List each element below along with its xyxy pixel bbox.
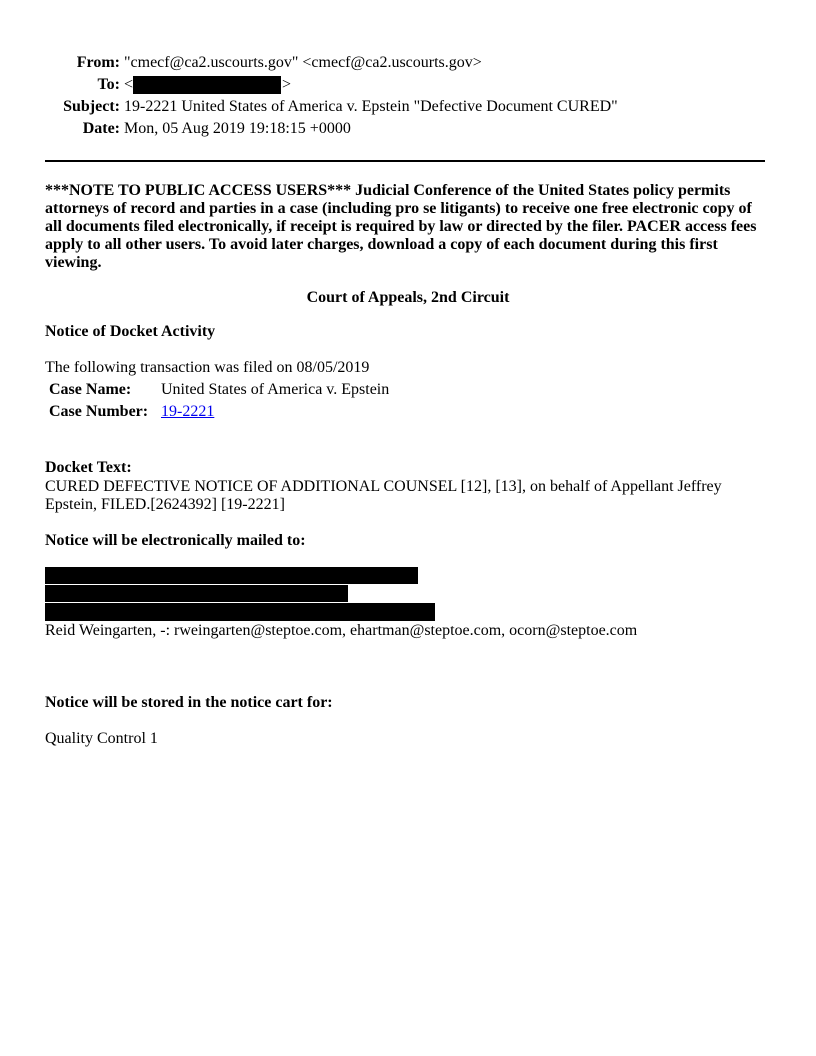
from-value: "cmecf@ca2.uscourts.gov" <cmecf@ca2.uscourts.gov>: [124, 54, 482, 71]
redacted-recipient-3: [45, 603, 435, 621]
docket-text-label: Docket Text:: [45, 459, 132, 476]
redacted-recipient-1: [45, 567, 418, 584]
from-label: From:: [76, 54, 120, 71]
mailed-recipient: Reid Weingarten, -: rweingarten@steptoe.com, ehartman@steptoe.com, ocorn@steptoe.com: [45, 622, 638, 639]
docket-text: CURED DEFECTIVE NOTICE OF ADDITIONAL COUNSEL [12], [13], on behalf of Appellant Jeffrey Epstein, FILED.[2624392] [19-2221]: [45, 478, 722, 513]
public-access-notice: ***NOTE TO PUBLIC ACCESS USERS*** Judicial Conference of the United States policy permits attorneys of record and parties in a case (including pro se litigants) to receive one free electronic copy of all documents filed electronically, if receipt is required by law or directed by the filer. PACER access fees apply to all other users. To avoid later charges, download a copy of each document during this first viewing.: [45, 182, 757, 271]
case-name-label: Case Name:: [49, 381, 132, 398]
redacted-recipient-2: [45, 585, 348, 602]
date-value: Mon, 05 Aug 2019 19:18:15 +0000: [124, 120, 351, 137]
case-name-value: United States of America v. Epstein: [161, 381, 390, 398]
to-label: To:: [97, 76, 120, 93]
date-label: Date:: [82, 120, 120, 137]
cart-title: Notice will be stored in the notice cart for:: [45, 694, 333, 711]
court-title: Court of Appeals, 2nd Circuit: [306, 289, 510, 306]
case-number-label: Case Number:: [49, 403, 149, 420]
mailed-title: Notice will be electronically mailed to:: [45, 532, 306, 549]
activity-title: Notice of Docket Activity: [45, 323, 216, 340]
transaction-text: The following transaction was filed on 08/05/2019: [45, 359, 370, 376]
case-number-link[interactable]: 19-2221: [161, 403, 215, 420]
to-open: <: [124, 76, 134, 93]
subject-label: Subject:: [63, 98, 120, 115]
subject-value: 19-2221 United States of America v. Epstein "Defective Document CURED": [124, 98, 618, 115]
redacted-to-address: [133, 76, 281, 94]
header-divider: [45, 160, 765, 162]
cart-value: Quality Control 1: [45, 730, 158, 747]
to-close: >: [282, 76, 292, 93]
